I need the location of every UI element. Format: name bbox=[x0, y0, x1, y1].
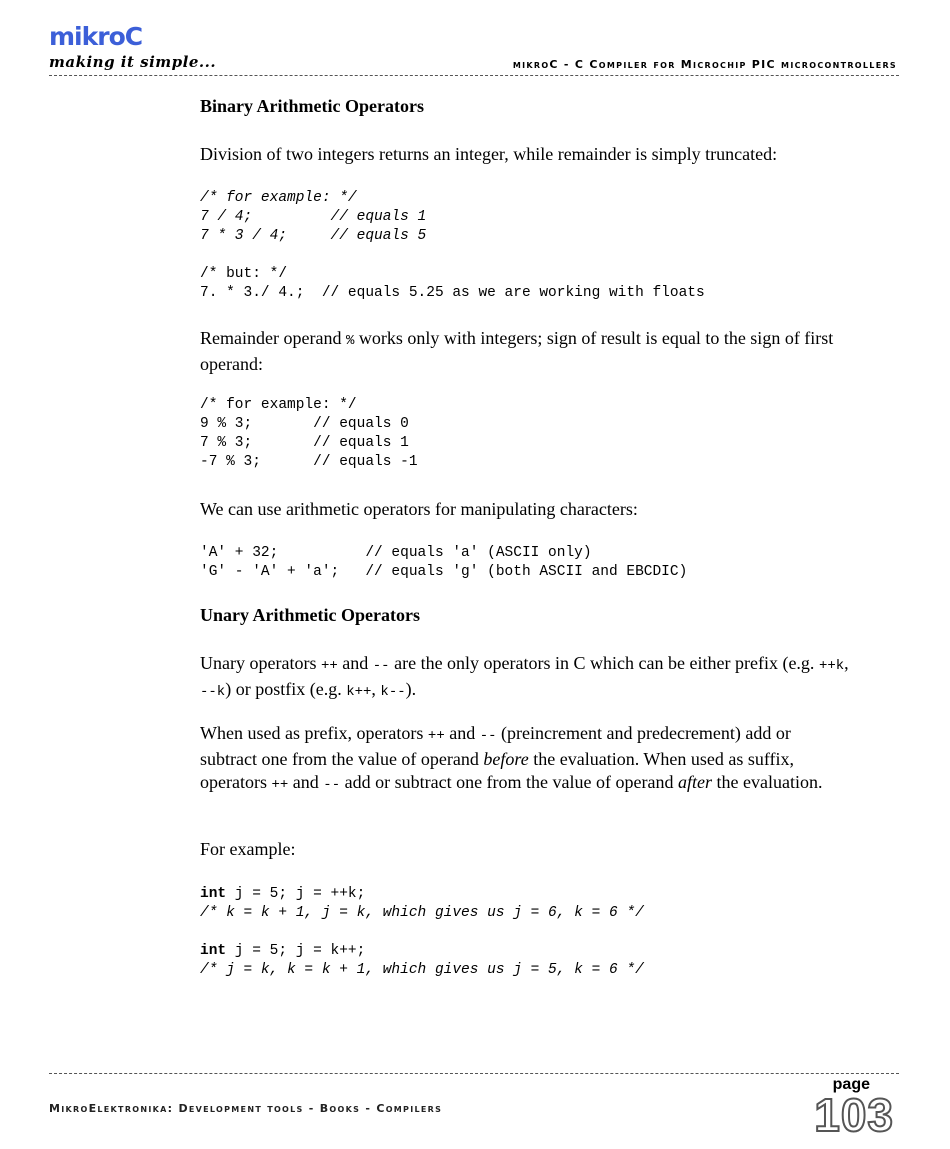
code-increment-example: int j = 5; j = ++k; /* k = k + 1, j = k, which gives us j = 6, k = 6 */ int j = 5; j = k++; /* j = k, k = k + 1, which gives us j = 5, k = 6 */ bbox=[200, 886, 644, 978]
code-remainder-example: /* for example: */ 9 % 3; // equals 0 7 % 3; // equals 1 -7 % 3; // equals -1 bbox=[200, 397, 418, 470]
footer-divider bbox=[49, 1073, 899, 1074]
after-emphasis: after bbox=[678, 772, 712, 792]
logo: mikroC bbox=[49, 22, 143, 51]
remainder-paragraph: Remainder operand % works only with integers; sign of result is equal to the sign of first operand: bbox=[200, 328, 834, 374]
keyword-int: int bbox=[200, 943, 227, 959]
prefix-suffix-paragraph: When used as prefix, operators ++ and -- (preincrement and predecrement) add or subtract one from the value of operand before the evaluation. When used as suffix, operators ++ and -- add or subtract one from the value of operand after the evaluation. bbox=[200, 723, 823, 793]
code-characters-example: 'A' + 32; // equals 'a' (ASCII only) 'G' - 'A' + 'a'; // equals 'g' (both ASCII and EBCDIC) bbox=[200, 545, 688, 580]
footer-text: MikroElektronika: Development tools - Books - Compilers bbox=[49, 1102, 443, 1115]
percent-operator: % bbox=[345, 333, 355, 349]
header-divider bbox=[49, 75, 899, 76]
division-paragraph: Division of two integers returns an integer, while remainder is simply truncated: bbox=[200, 144, 778, 164]
page-label: page bbox=[832, 1076, 870, 1093]
code-float-line: /* but: */ 7. * 3./ 4.; // equals 5.25 as we are working with floats bbox=[200, 266, 705, 301]
code-float-example bbox=[200, 265, 705, 303]
before-emphasis: before bbox=[483, 749, 529, 769]
page-number: 103 bbox=[814, 1089, 894, 1141]
unary-paragraph: Unary operators ++ and -- are the only operators in C which can be either prefix (e.g. ++k, --k) or postfix (e.g. k++, k--). bbox=[200, 653, 849, 700]
tagline: making it simple... bbox=[49, 53, 217, 71]
code-division-example: /* for example: */ 7 / 4; // equals 1 7 * 3 / 4; // equals 5 bbox=[200, 190, 427, 244]
unary-operators-heading: Unary Arithmetic Operators bbox=[200, 605, 420, 625]
for-example-paragraph: For example: bbox=[200, 839, 296, 859]
keyword-int: int bbox=[200, 886, 227, 902]
header-title: mikroC - C Compiler for Microchip PIC microcontrollers bbox=[512, 58, 897, 71]
binary-operators-heading: Binary Arithmetic Operators bbox=[200, 96, 424, 116]
characters-paragraph: We can use arithmetic operators for manipulating characters: bbox=[200, 499, 638, 519]
